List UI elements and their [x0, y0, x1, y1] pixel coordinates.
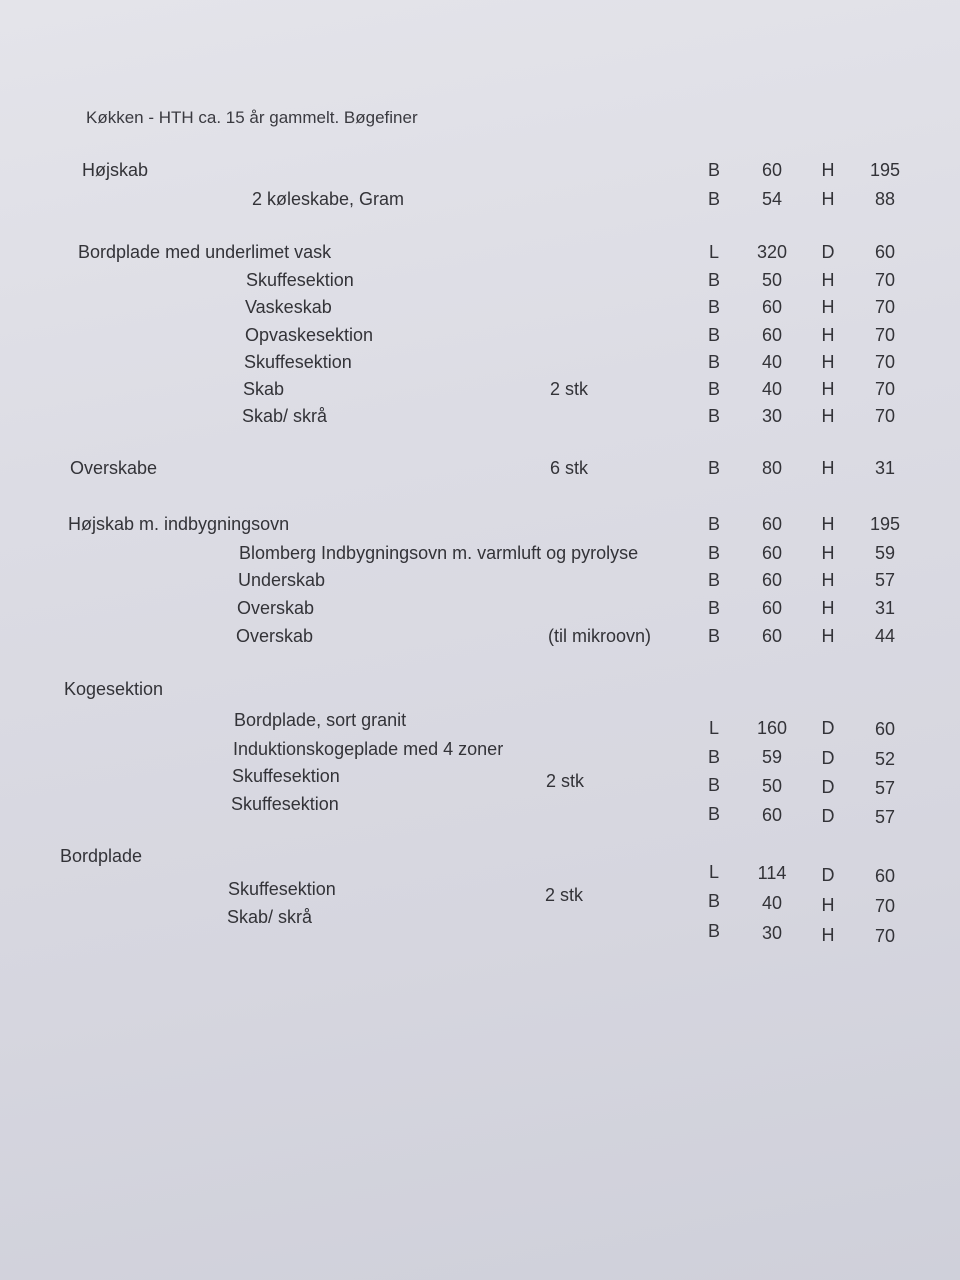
table-row: [0, 189, 960, 213]
table-row: [0, 879, 960, 916]
dim-letter-1: B: [707, 270, 720, 290]
dim-value-1: 50: [761, 270, 783, 290]
table-row: [0, 626, 960, 650]
section-heading: [0, 679, 960, 703]
table-row: [0, 379, 960, 403]
dim-value-1: 114: [757, 863, 787, 883]
dim-letter-2: D: [821, 865, 835, 885]
row-label: Skuffesektion: [246, 270, 354, 290]
dim-value-2: 70: [874, 325, 896, 345]
row-label: Højskab m. indbygningsovn: [68, 514, 290, 534]
dim-letter-2: H: [821, 458, 835, 478]
dim-letter-2: H: [821, 514, 835, 534]
dim-value-2: 59: [874, 543, 896, 563]
dim-value-2: 60: [874, 242, 896, 262]
table-row: [0, 297, 960, 321]
row-label: Bordplade med underlimet vask: [78, 242, 332, 262]
table-row: [0, 543, 960, 567]
dim-value-1: 60: [761, 514, 783, 534]
row-quantity: 2 stk: [545, 885, 584, 905]
document-title: Køkken - HTH ca. 15 år gammelt. Bøgefiner: [86, 108, 418, 127]
dim-value-1: 54: [761, 189, 783, 209]
table-row: [0, 739, 960, 769]
row-label: Skuffesektion: [244, 352, 352, 372]
dim-letter-2: H: [821, 379, 835, 399]
dim-value-2: 195: [869, 160, 901, 180]
dim-value-1: 60: [761, 805, 783, 825]
dim-value-2: 60: [874, 719, 896, 739]
dim-letter-2: H: [821, 570, 835, 590]
table-row: [0, 458, 960, 482]
row-label: Skab/ skrå: [242, 406, 328, 426]
dim-letter-1: B: [707, 804, 720, 824]
dim-letter-1: B: [707, 352, 720, 372]
table-row: [0, 160, 960, 184]
row-label: Skuffesektion: [228, 879, 336, 899]
table-row: [0, 710, 960, 739]
row-quantity: 2 stk: [546, 771, 585, 791]
dim-letter-1: B: [707, 775, 720, 795]
dim-letter-1: B: [707, 160, 720, 180]
dim-value-2: 44: [874, 626, 896, 646]
dim-value-2: 70: [874, 270, 896, 290]
dim-value-2: 57: [874, 807, 896, 827]
table-row: [0, 846, 960, 886]
row-label: Opvaskesektion: [245, 325, 374, 345]
dim-value-2: 31: [874, 458, 896, 478]
row-quantity: (til mikroovn): [548, 626, 652, 646]
dim-letter-1: B: [707, 626, 720, 646]
dim-value-2: 195: [869, 514, 901, 534]
dim-letter-1: B: [707, 325, 720, 345]
dim-letter-1: L: [708, 242, 719, 262]
dim-letter-2: D: [821, 777, 835, 797]
row-label: Kogesektion: [64, 679, 164, 699]
dim-letter-2: D: [821, 806, 835, 826]
table-row: [0, 325, 960, 349]
table-row: [0, 406, 960, 430]
dim-letter-1: B: [707, 458, 720, 478]
dim-value-1: 80: [761, 458, 783, 478]
row-label: Overskab: [236, 626, 314, 646]
dim-letter-2: H: [821, 925, 835, 945]
dim-letter-2: D: [821, 748, 835, 768]
dim-value-1: 320: [756, 242, 788, 262]
dim-value-2: 31: [874, 598, 896, 618]
row-label: Skuffesektion: [232, 766, 340, 786]
dim-letter-2: H: [821, 325, 835, 345]
table-row: [0, 570, 960, 594]
dim-value-2: 70: [874, 352, 896, 372]
dim-letter-2: H: [821, 270, 835, 290]
row-label: Overskabe: [70, 458, 158, 478]
dim-value-1: 160: [756, 718, 788, 738]
dim-value-2: 70: [874, 406, 896, 426]
dim-value-1: 60: [761, 543, 783, 563]
dim-value-1: 30: [761, 923, 783, 943]
dim-letter-1: L: [708, 862, 719, 882]
dim-value-2: 70: [874, 926, 896, 946]
dim-letter-1: B: [707, 189, 720, 209]
dim-letter-2: H: [821, 160, 835, 180]
row-label: Bordplade, sort granit: [234, 710, 407, 730]
table-row: [0, 352, 960, 376]
dim-letter-2: D: [821, 242, 835, 262]
table-row: [0, 242, 960, 266]
dim-value-2: 57: [874, 778, 896, 798]
dim-value-2: 70: [874, 896, 896, 916]
dim-letter-1: B: [707, 379, 720, 399]
dim-value-2: 70: [874, 379, 896, 399]
dim-letter-2: H: [821, 189, 835, 209]
dim-value-2: 70: [874, 297, 896, 317]
row-label: Induktionskogeplade med 4 zoner: [233, 739, 504, 759]
row-label: Bordplade: [60, 846, 143, 866]
dim-letter-1: B: [707, 921, 720, 941]
dim-letter-2: H: [821, 543, 835, 563]
dim-value-2: 60: [874, 866, 896, 886]
row-label: Vaskeskab: [245, 297, 332, 317]
dim-value-2: 52: [874, 749, 896, 769]
dim-value-1: 59: [761, 747, 783, 767]
dim-value-1: 60: [761, 297, 783, 317]
dim-letter-1: B: [707, 297, 720, 317]
dim-value-1: 60: [761, 598, 783, 618]
row-label: Højskab: [82, 160, 149, 180]
dim-value-1: 50: [761, 776, 783, 796]
dim-value-1: 40: [761, 379, 783, 399]
dim-letter-2: H: [821, 598, 835, 618]
row-quantity: 6 stk: [550, 458, 589, 478]
table-row: [0, 598, 960, 622]
row-label: Underskab: [238, 570, 326, 590]
table-row: [0, 907, 960, 946]
dim-letter-2: H: [821, 297, 835, 317]
row-label: Skab/ skrå: [227, 907, 313, 927]
dim-letter-1: B: [707, 570, 720, 590]
table-row: [0, 794, 960, 827]
table-row: [0, 270, 960, 294]
dim-letter-1: B: [707, 747, 720, 767]
dim-letter-2: D: [821, 718, 835, 738]
dim-letter-1: B: [707, 543, 720, 563]
table-row: [0, 766, 960, 798]
dim-letter-2: H: [821, 352, 835, 372]
row-label: Skuffesektion: [231, 794, 339, 814]
dim-value-1: 40: [761, 352, 783, 372]
row-label: Overskab: [237, 598, 315, 618]
row-label: Skab: [243, 379, 285, 399]
dim-letter-1: B: [707, 598, 720, 618]
dim-letter-1: B: [707, 891, 720, 911]
dim-letter-1: L: [708, 718, 719, 738]
row-quantity: 2 stk: [550, 379, 589, 399]
dim-letter-2: H: [821, 406, 835, 426]
dim-value-1: 30: [761, 406, 783, 426]
dim-value-1: 40: [761, 893, 783, 913]
dim-value-1: 60: [761, 325, 783, 345]
dim-letter-1: B: [707, 514, 720, 534]
dim-value-2: 88: [874, 189, 896, 209]
row-label: Blomberg Indbygningsovn m. varmluft og pyrolyse: [239, 543, 639, 563]
dim-value-1: 60: [761, 570, 783, 590]
row-label: 2 køleskabe, Gram: [252, 189, 405, 209]
dim-value-1: 60: [761, 160, 783, 180]
table-row: [0, 514, 960, 538]
dim-value-1: 60: [761, 626, 783, 646]
dim-value-2: 57: [874, 570, 896, 590]
dim-letter-2: H: [821, 895, 835, 915]
dim-letter-1: B: [707, 406, 720, 426]
dim-letter-2: H: [821, 626, 835, 646]
